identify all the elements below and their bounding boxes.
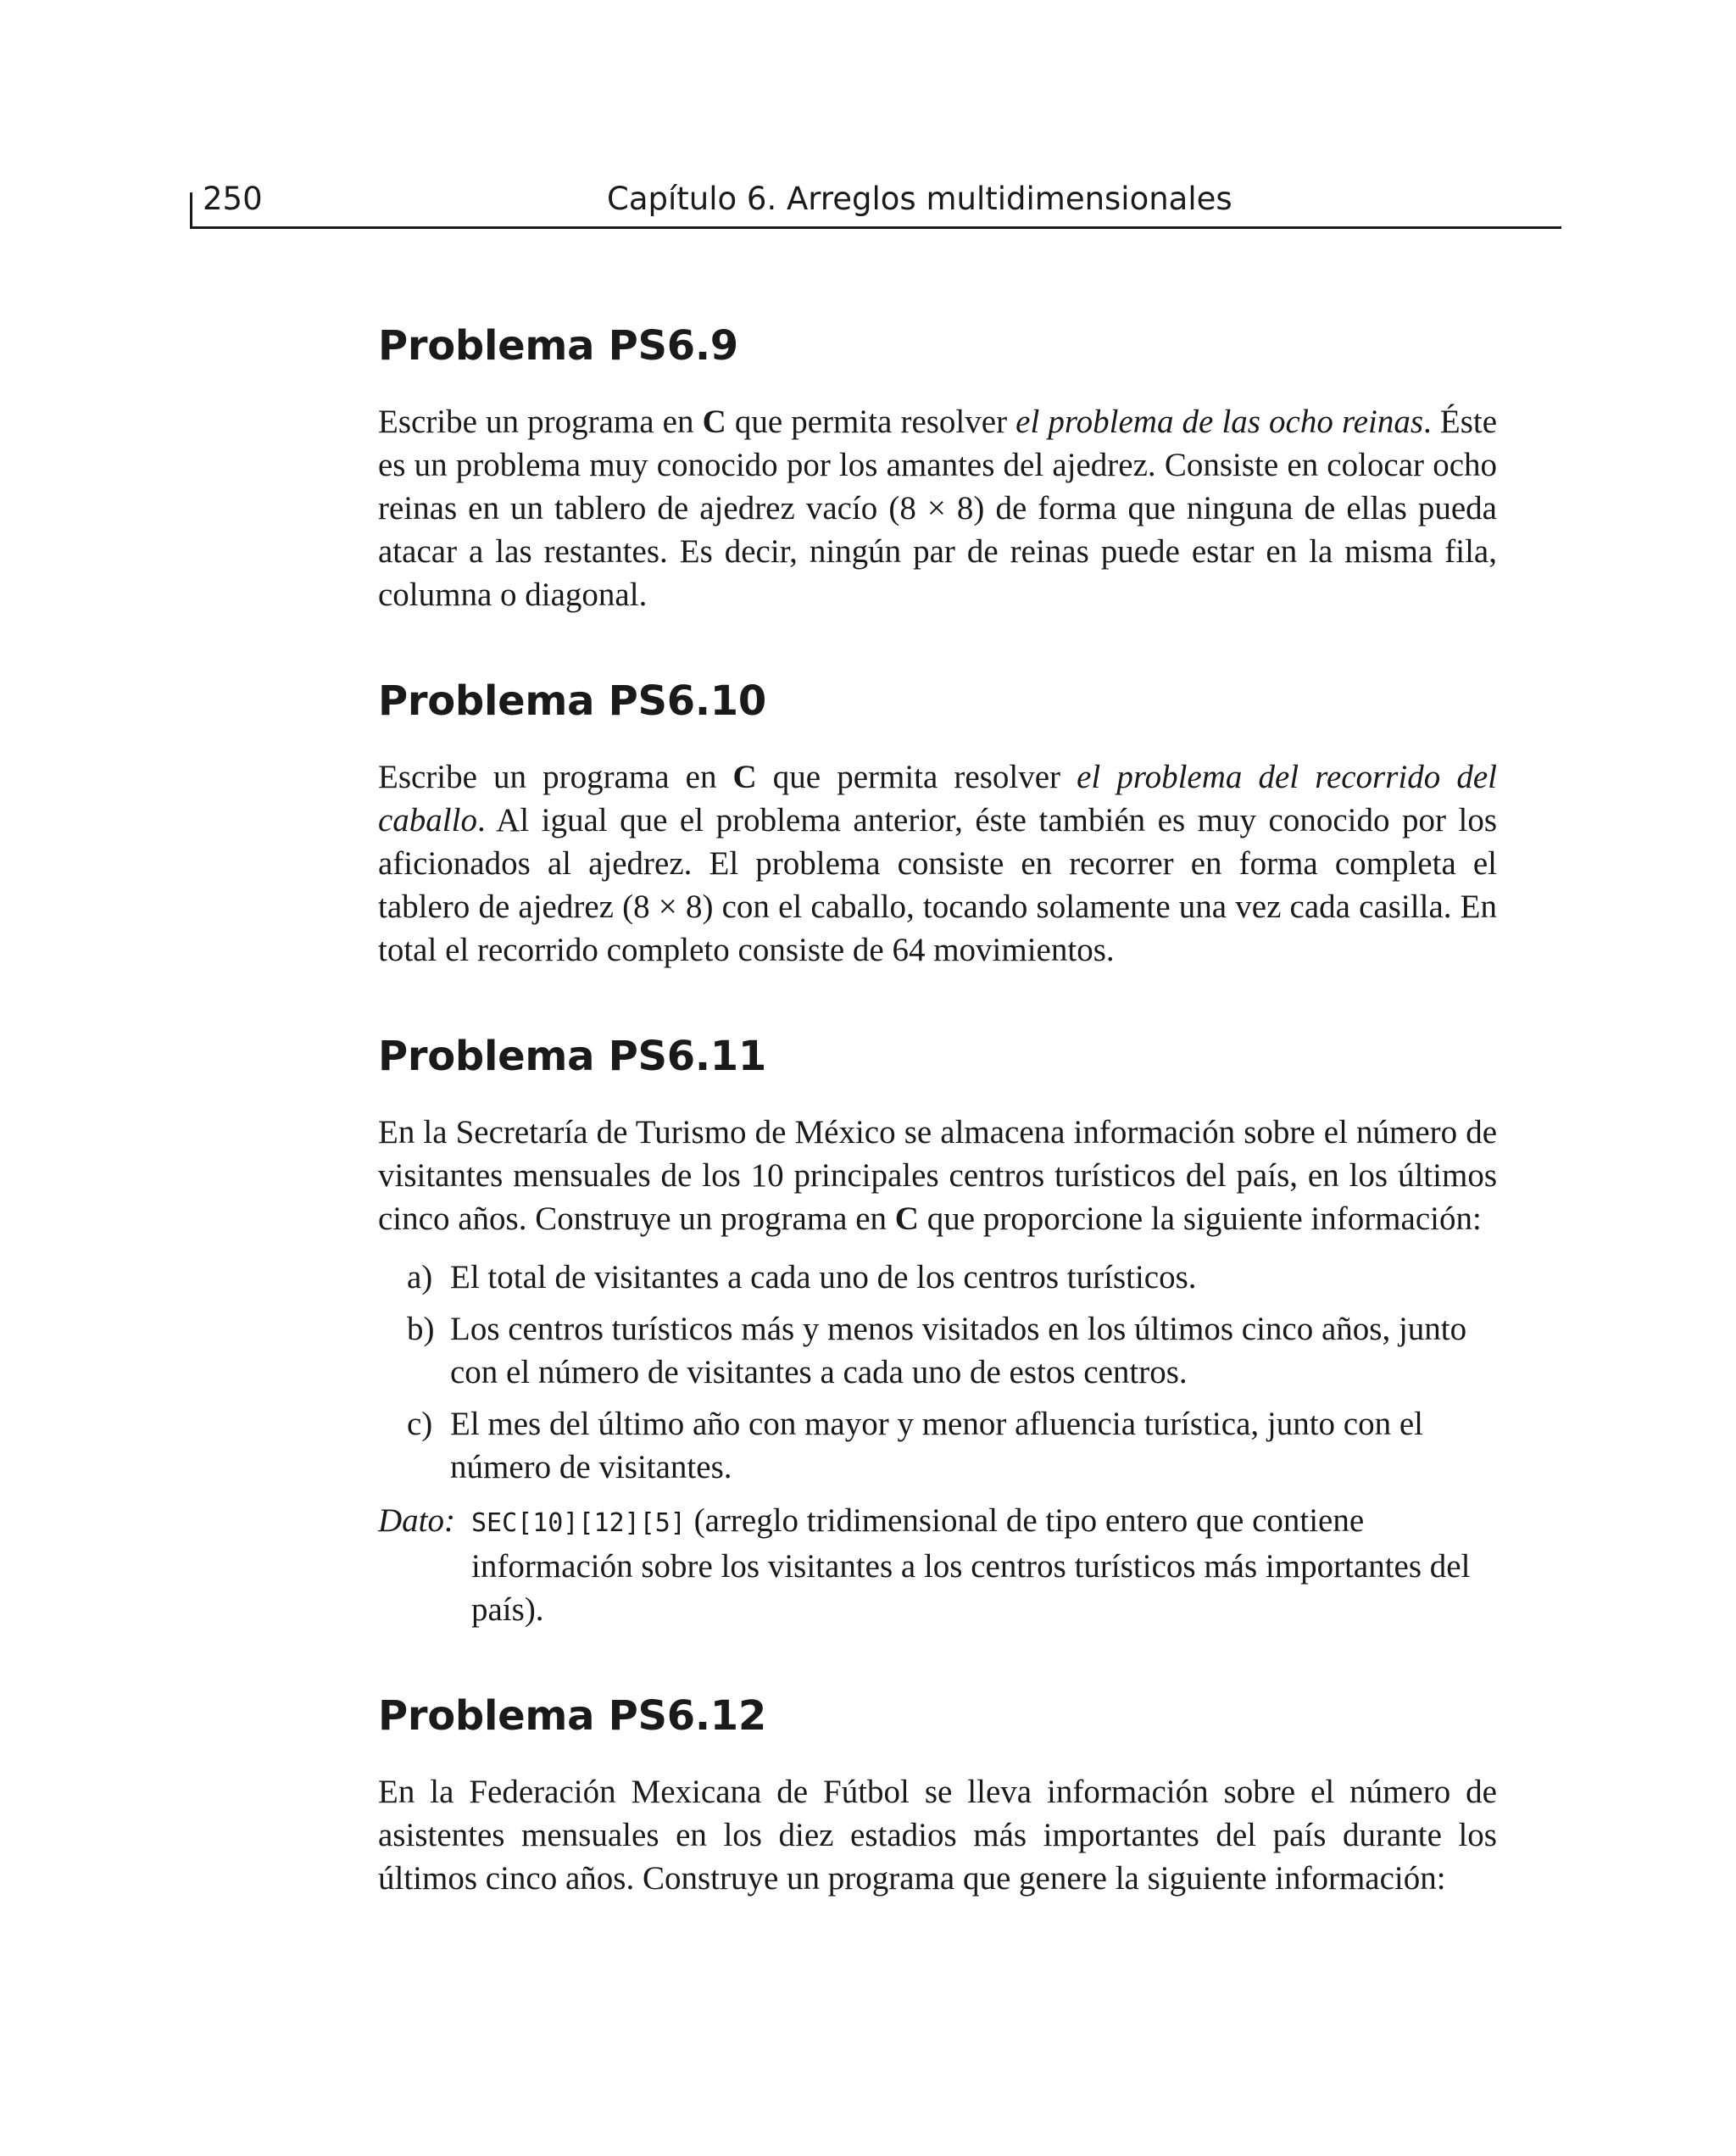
- header-corner-rule: [190, 192, 192, 229]
- text-run: . Éste es un problema muy conocido por los amantes del ajedrez. Consiste en colocar ocho reinas en un tablero de ajedrez vacío (8 × 8) de forma que ninguna de ellas pueda atacar a las restantes. Es decir, ningún par de reinas puede estar en la misma fila, columna o diagonal.: [378, 404, 1498, 613]
- problem-name: el problema del recorrido del caballo: [378, 759, 1497, 838]
- chapter-title: Capítulo 6. Arreglos multidimensionales: [607, 181, 1232, 217]
- text-run: que permita resolver: [726, 404, 1016, 440]
- list-item-text: Los centros turísticos más y menos visitados en los últimos cinco años, junto con el número de visitantes a cada uno de estos centros.: [450, 1311, 1467, 1390]
- problem-title: Problema PS6.10: [378, 677, 766, 725]
- page-number: 250: [203, 181, 263, 217]
- language-name: C: [732, 759, 757, 795]
- data-note-label: Dato:: [378, 1502, 455, 1539]
- list-item: [378, 1307, 1497, 1394]
- problem-title: Problema PS6.12: [378, 1692, 766, 1740]
- problem-statement: [378, 400, 1497, 616]
- text-run: En la Secretaría de Turismo de México se almacena información sobre el número de visitantes mensuales de los 10 principales centros turísticos del país, en los últimos cinco años. Construye un programa en: [378, 1114, 1497, 1237]
- text-run: que permita resolver: [756, 759, 1077, 795]
- problem-ps6-10: [378, 676, 1497, 972]
- language-name: C: [894, 1201, 919, 1237]
- requirements-list: [378, 1256, 1497, 1489]
- text-run: . Al igual que el problema anterior, éste también es muy conocido por los aficionados al ajedrez. El problema consiste en recorrer en forma completa el tablero de ajedrez (8 × 8) con el caballo, tocando solamente una vez cada casilla. En total el recorrido completo consiste de 64 movimientos.: [378, 802, 1497, 968]
- problem-statement: [378, 1770, 1497, 1900]
- list-item: [378, 1256, 1497, 1299]
- problem-title: Problema PS6.11: [378, 1033, 766, 1080]
- list-item-text: El mes del último año con mayor y menor afluencia turística, junto con el número de visitantes.: [450, 1406, 1424, 1485]
- data-note: [378, 1499, 1497, 1631]
- page-body: [378, 320, 1497, 1900]
- problem-name: el problema de las ocho reinas: [1015, 404, 1424, 440]
- problem-ps6-9: [378, 320, 1497, 616]
- list-item: [378, 1402, 1497, 1489]
- running-header: [190, 174, 1561, 229]
- text-run: Escribe un programa en: [378, 759, 733, 795]
- problem-statement: [378, 755, 1497, 972]
- list-marker: c): [407, 1406, 433, 1442]
- problem-statement: [378, 1111, 1497, 1240]
- list-marker: b): [407, 1311, 435, 1347]
- list-item-text: El total de visitantes a cada uno de los centros turísticos.: [450, 1259, 1197, 1295]
- data-note-text: (arreglo tridimensional de tipo entero que contiene información sobre los visitantes a los centros turísticos más importantes del país).: [471, 1502, 1471, 1628]
- problem-title: Problema PS6.9: [378, 322, 738, 370]
- language-name: C: [702, 404, 726, 440]
- text-run: que proporcione la siguiente información:: [918, 1201, 1482, 1237]
- problem-ps6-11: [378, 1031, 1497, 1631]
- text-run: En la Federación Mexicana de Fútbol se lleva información sobre el número de asistentes mensuales en los diez estadios más importantes del país durante los últimos cinco años. Construye un programa que genere la siguiente información:: [378, 1774, 1497, 1897]
- text-run: Escribe un programa en: [378, 404, 703, 440]
- problem-ps6-12: [378, 1691, 1497, 1900]
- list-marker: a): [407, 1259, 433, 1295]
- array-declaration: SEC[10][12][5]: [471, 1508, 686, 1538]
